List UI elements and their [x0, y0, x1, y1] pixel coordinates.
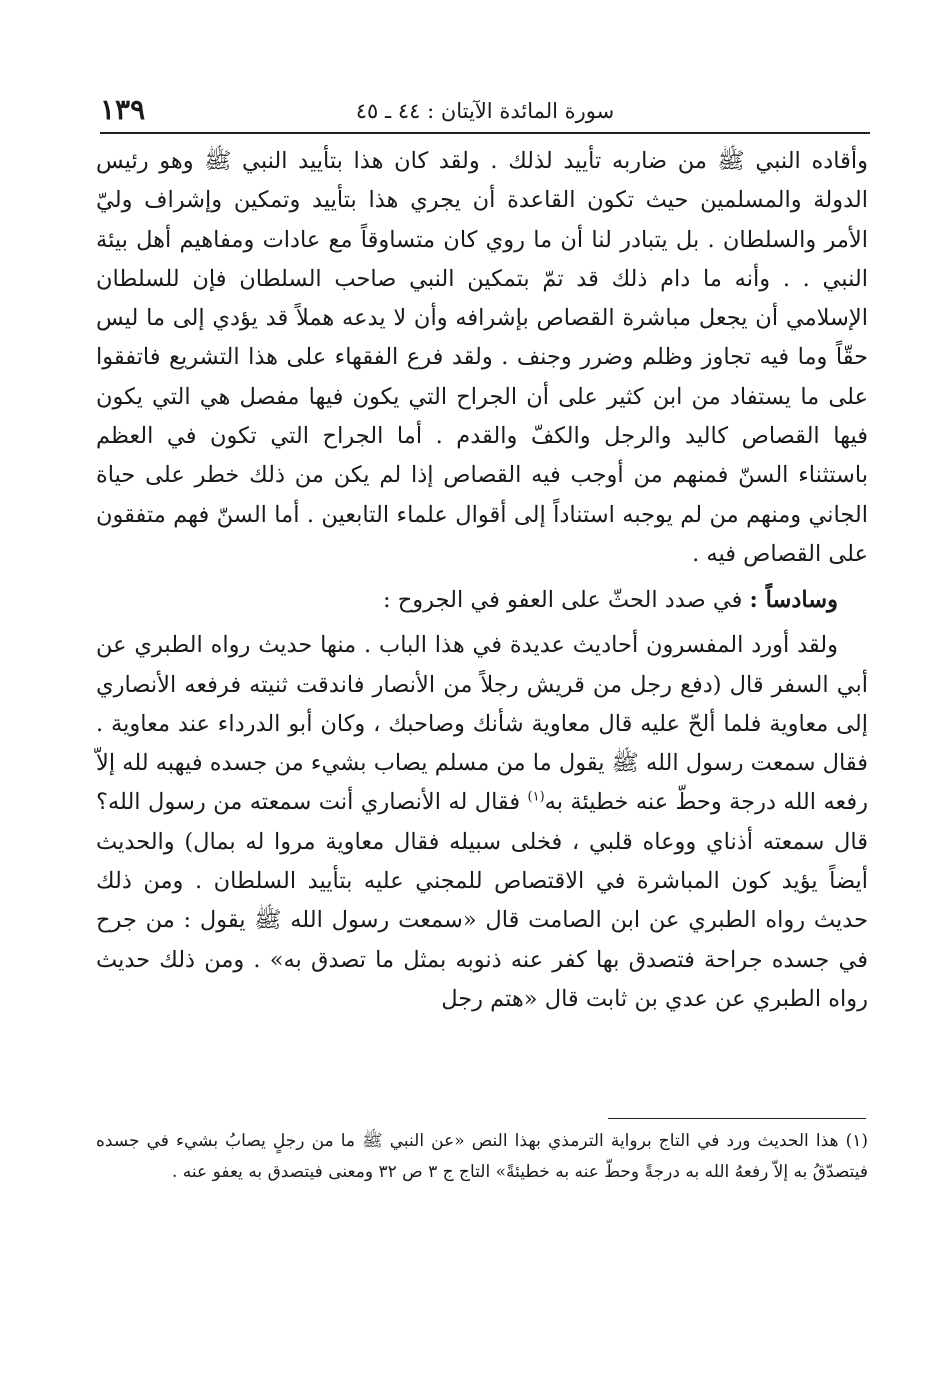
running-title: سورة المائدة الآيتان : ٤٤ ـ ٤٥	[355, 99, 615, 123]
section-heading-lead: وسادساً :	[749, 587, 838, 614]
paragraph-2-part-1: ولقد أورد المفسرون أحاديث عديدة في هذا الباب . منها حديث رواه الطبري عن أبي السفر قال (دفع رجل من قريش رجلاً من الأنصار فاندقت ثنيته فرفعه الأنصاري إلى معاوية فلما ألحّ عليه قال معاوية شأنك وصاحبك ، وكان أبو الدرداء عند معاوية . فقال سمعت رسول الله ﷺ يقول ما من مسلم يصاب بشيء من جسده فيهبه لله إلاّ رفعه الله درجة وحطّ عنه خطيئة به	[96, 632, 868, 816]
footnote-divider	[608, 1118, 866, 1119]
paragraph-2-part-2: فقال له الأنصاري أنت سمعته من رسول الله؟ قال سمعته أذناي ووعاه قلبي ، فخلى سبيله فقال معاوية مروا له بمال) والحديث أيضاً يؤيد كون المباشرة في الاقتصاص للمجني عليه بتأييد السلطان . ومن ذلك حديث رواه الطبري عن ابن الصامت قال «سمعت رسول الله ﷺ يقول : من جرح في جسده جراحة فتصدق بها كفر عنه ذنوبه بمثل ما تصدق به» . ومن ذلك حديث رواه الطبري عن عدي بن ثابت قال «هتم رجل	[96, 789, 868, 1012]
main-text	[96, 142, 868, 1019]
page-header	[100, 92, 870, 132]
page-number: ١٣٩	[100, 93, 146, 126]
paragraph-2	[96, 626, 868, 1019]
header-divider	[100, 132, 870, 134]
footnote-reference: (١)	[527, 789, 545, 805]
footnotes	[96, 1126, 868, 1188]
section-heading	[96, 580, 868, 620]
paragraph-1: وأقاده النبي ﷺ من ضاربه تأييد لذلك . ولقد كان هذا بتأييد النبي ﷺ وهو رئيس الدولة والمسلمين حيث تكون القاعدة أن يجري هذا بتأييد وتمكين وإشراف وليّ الأمر والسلطان . بل يتبادر لنا أن ما روي كان متساوقاً مع عادات ومفاهيم أهل بيئة النبي . . وأنه ما دام ذلك قد تمّ بتمكين النبي صاحب السلطان فإن للسلطان الإسلامي أن يجعل مباشرة القصاص بإشرافه وأن لا يدعه هملاً قد يؤدي إلى ما ليس حقّاً وما فيه تجاوز وظلم وضرر وجنف . ولقد فرع الفقهاء على هذا التشريع فاتفقوا على ما يستفاد من ابن كثير على أن الجراح التي يكون فيها مفصل هي التي يكون فيها القصاص كاليد والرجل والكفّ والقدم . أما الجراح التي تكون في العظم باستثناء السنّ فمنهم من أوجب فيه القصاص إذا لم يكن من ذلك خطر على حياة الجاني ومنهم من لم يوجبه استناداً إلى أقوال علماء التابعين . أما السنّ فهم متفقون على القصاص فيه .	[96, 148, 868, 567]
footnote-1: (١) هذا الحديث ورد في التاج برواية الترمذي بهذا النص «عن النبي ﷺ ما من رجلٍ يصابُ بشيء في جسده فيتصدّقُ به إلاّ رفعهُ الله به درجةً وحطّ عنه به خطيئةً» التاج ج ٣ ص ٣٢ ومعنى فيتصدق به يعفو عنه .	[96, 1131, 868, 1182]
section-heading-text: في صدد الحثّ على العفو في الجروح :	[383, 587, 743, 614]
